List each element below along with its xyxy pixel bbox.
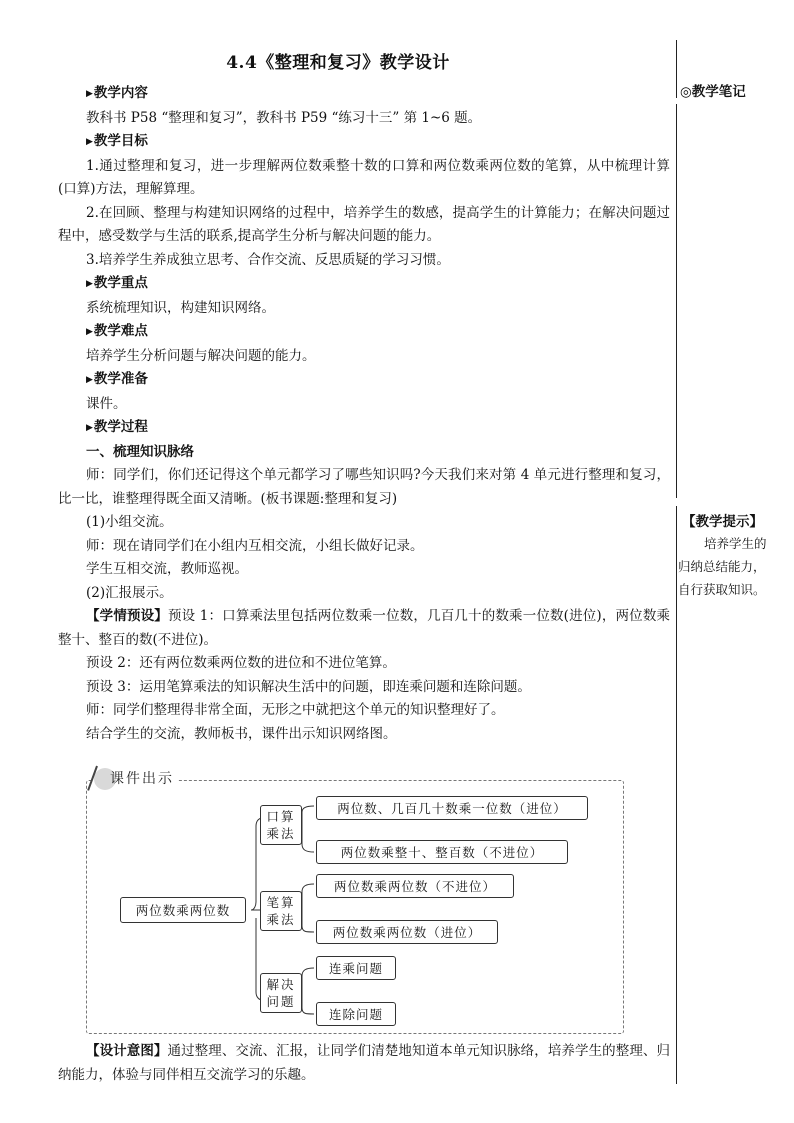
category-written: 笔算乘法: [260, 891, 302, 931]
triangle-icon: ▶: [86, 89, 93, 99]
section-heading: ▶教学难点: [86, 323, 148, 339]
item-written-1: 两位数乘两位数（不进位）: [316, 874, 514, 898]
paragraph: 结合学生的交流，教师板书，课件出示知识网络图。: [86, 725, 397, 742]
triangle-icon: ▶: [86, 375, 93, 385]
section-heading: ▶教学内容: [86, 85, 148, 101]
triangle-icon: ▶: [86, 279, 93, 289]
paragraph: (2)汇报展示。: [86, 584, 173, 601]
main-content: [58, 82, 670, 746]
category-solve: 解决问题: [260, 973, 302, 1013]
section-heading: ▶教学准备: [86, 371, 148, 387]
page-title: 4.4《整理和复习》教学设计: [226, 53, 450, 73]
paragraph: 培养学生分析问题与解决问题的能力。: [86, 347, 316, 364]
paragraph: 3.培养学生养成独立思考、合作交流、反思质疑的学习习惯。: [86, 251, 450, 268]
tip-title: 【教学提示】: [682, 514, 763, 530]
paragraph: 系统梳理知识，构建知识网络。: [86, 299, 275, 316]
item-solve-1: 连乘问题: [316, 956, 396, 980]
preset-label: 【学情预设】: [86, 608, 168, 624]
paragraph: (1)小组交流。: [86, 514, 173, 530]
preset-text: 预设 1：口算乘法里包括两位数乘一位数，几百几十的数乘一位数(进位)，两位数乘整十、整百的数(不进位)。: [58, 608, 670, 648]
item-oral-1: 两位数、几百几十数乘一位数（进位）: [316, 796, 588, 820]
margin-divider: [676, 104, 677, 498]
notes-heading: ◎教学笔记: [680, 84, 746, 100]
paragraph: [58, 605, 670, 652]
design-intent: [58, 1040, 670, 1087]
paragraph: 学生互相交流，教师巡视。: [86, 561, 248, 577]
knowledge-map-figure: [86, 766, 624, 1034]
category-oral: 口算乘法: [260, 805, 302, 845]
item-oral-2: 两位数乘整十、整百数（不进位）: [316, 840, 568, 864]
paragraph: 课件。: [86, 395, 127, 412]
paragraph: 预设 3：运用笔算乘法的知识解决生活中的问题，即连乘问题和连除问题。: [86, 678, 531, 695]
tip-text: 培养学生的归纳总结能力，自行获取知识。: [678, 536, 767, 597]
paragraph: 预设 2：还有两位数乘两位数的进位和不进位笔算。: [86, 655, 396, 671]
triangle-icon: ▶: [86, 137, 93, 147]
margin-divider: [676, 40, 677, 98]
design-intent-text: 通过整理、交流、汇报，让同学们清楚地知道本单元知识脉络，培养学生的整理、归纳能力，体验与同伴相互交流学习的乐趣。: [58, 1043, 670, 1083]
figure-tab-label: 课件出示: [110, 771, 174, 787]
margin-divider: [676, 506, 677, 1084]
section-heading: ▶教学重点: [86, 275, 148, 291]
triangle-icon: ▶: [86, 327, 93, 337]
section-heading: ▶教学过程: [86, 419, 148, 435]
paragraph: 师：同学们整理得非常全面，无形之中就把这个单元的知识整理好了。: [86, 702, 505, 718]
triangle-icon: ▶: [86, 423, 93, 433]
paragraph: 2.在回顾、整理与构建知识网络的过程中，培养学生的数感，提高学生的计算能力；在解决问题过程中，感受数学与生活的联系,提高学生分析与解决问题的能力。: [58, 204, 670, 244]
paragraph: 师：同学们，你们还记得这个单元都学习了哪些知识吗?今天我们来对第 4 单元进行整理和复习，比一比，谁整理得既全面又清晰。(板书课题:整理和复习): [58, 467, 670, 507]
root-node: 两位数乘两位数: [120, 897, 246, 923]
design-intent-label: 【设计意图】: [86, 1043, 168, 1059]
paragraph: 师：现在请同学们在小组内互相交流，小组长做好记录。: [86, 537, 424, 554]
subsection-heading: 一、梳理知识脉络: [86, 443, 194, 460]
item-solve-2: 连除问题: [316, 1002, 396, 1026]
paragraph: 教科书 P58 “整理和复习”，教科书 P59 “练习十三” 第 1~6 题。: [86, 109, 482, 126]
item-written-2: 两位数乘两位数（进位）: [316, 920, 498, 944]
paragraph: 1.通过整理和复习，进一步理解两位数乘整十数的口算和两位数乘两位数的笔算，从中梳理计算(口算)方法，理解算理。: [58, 157, 670, 197]
section-heading: ▶教学目标: [86, 133, 148, 149]
